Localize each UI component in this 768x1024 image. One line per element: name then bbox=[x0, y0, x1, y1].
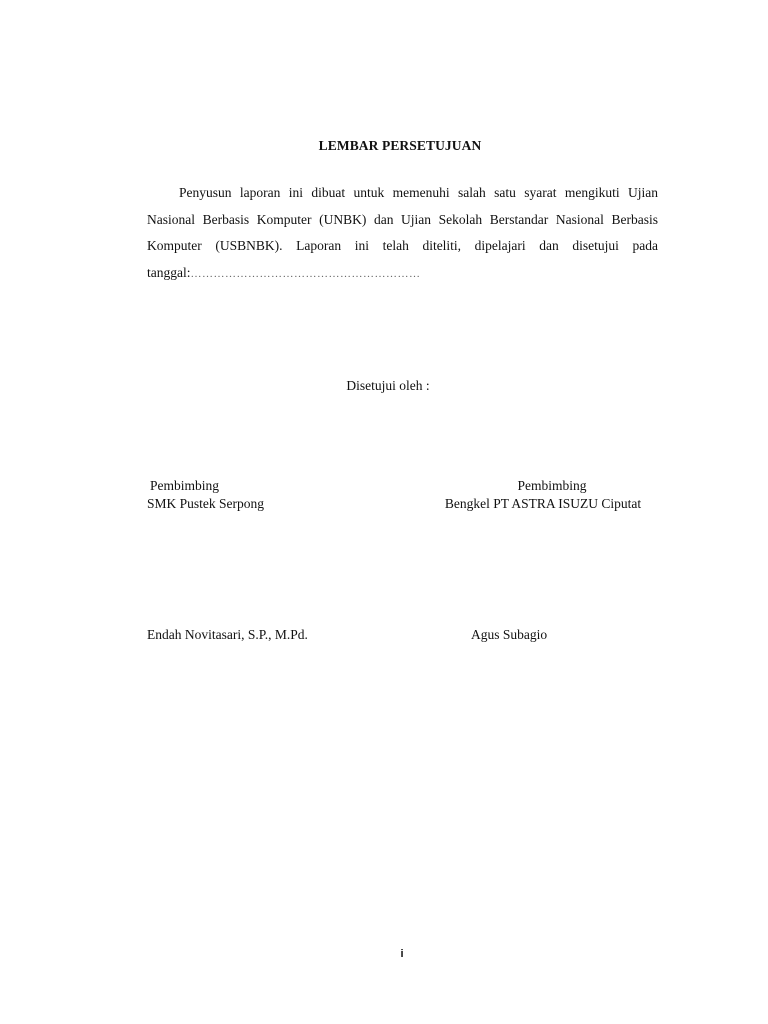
approval-paragraph bbox=[147, 180, 658, 287]
page-title: LEMBAR PERSETUJUAN bbox=[318, 138, 482, 153]
left-signatory-role: Pembimbing bbox=[150, 478, 220, 493]
approved-by-label: Disetujui oleh : bbox=[346, 378, 430, 393]
right-signatory-role: Pembimbing bbox=[517, 478, 587, 493]
right-signatory-institution: Bengkel PT ASTRA ISUZU Ciputat bbox=[444, 496, 642, 511]
left-signatory-block bbox=[147, 477, 264, 513]
right-signatory-name: Agus Subagio bbox=[471, 627, 548, 642]
left-signatory-name: Endah Novitasari, S.P., M.Pd. bbox=[147, 627, 308, 642]
right-signatory-block bbox=[428, 477, 658, 513]
paragraph-text: Penyusun laporan ini dibuat untuk memenuhi salah satu syarat mengikuti Ujian Nasional Berbasis Komputer (UNBK) dan Ujian Sekolah Berstandar Nasional Berbasis Komputer (USBNBK). Laporan ini telah diteliti, dipelajari dan disetujui pada tanggal: bbox=[147, 185, 658, 280]
date-blank: …………………………………………………… bbox=[190, 267, 421, 280]
left-signatory-institution: SMK Pustek Serpong bbox=[147, 496, 265, 511]
page-number: i bbox=[400, 948, 404, 960]
